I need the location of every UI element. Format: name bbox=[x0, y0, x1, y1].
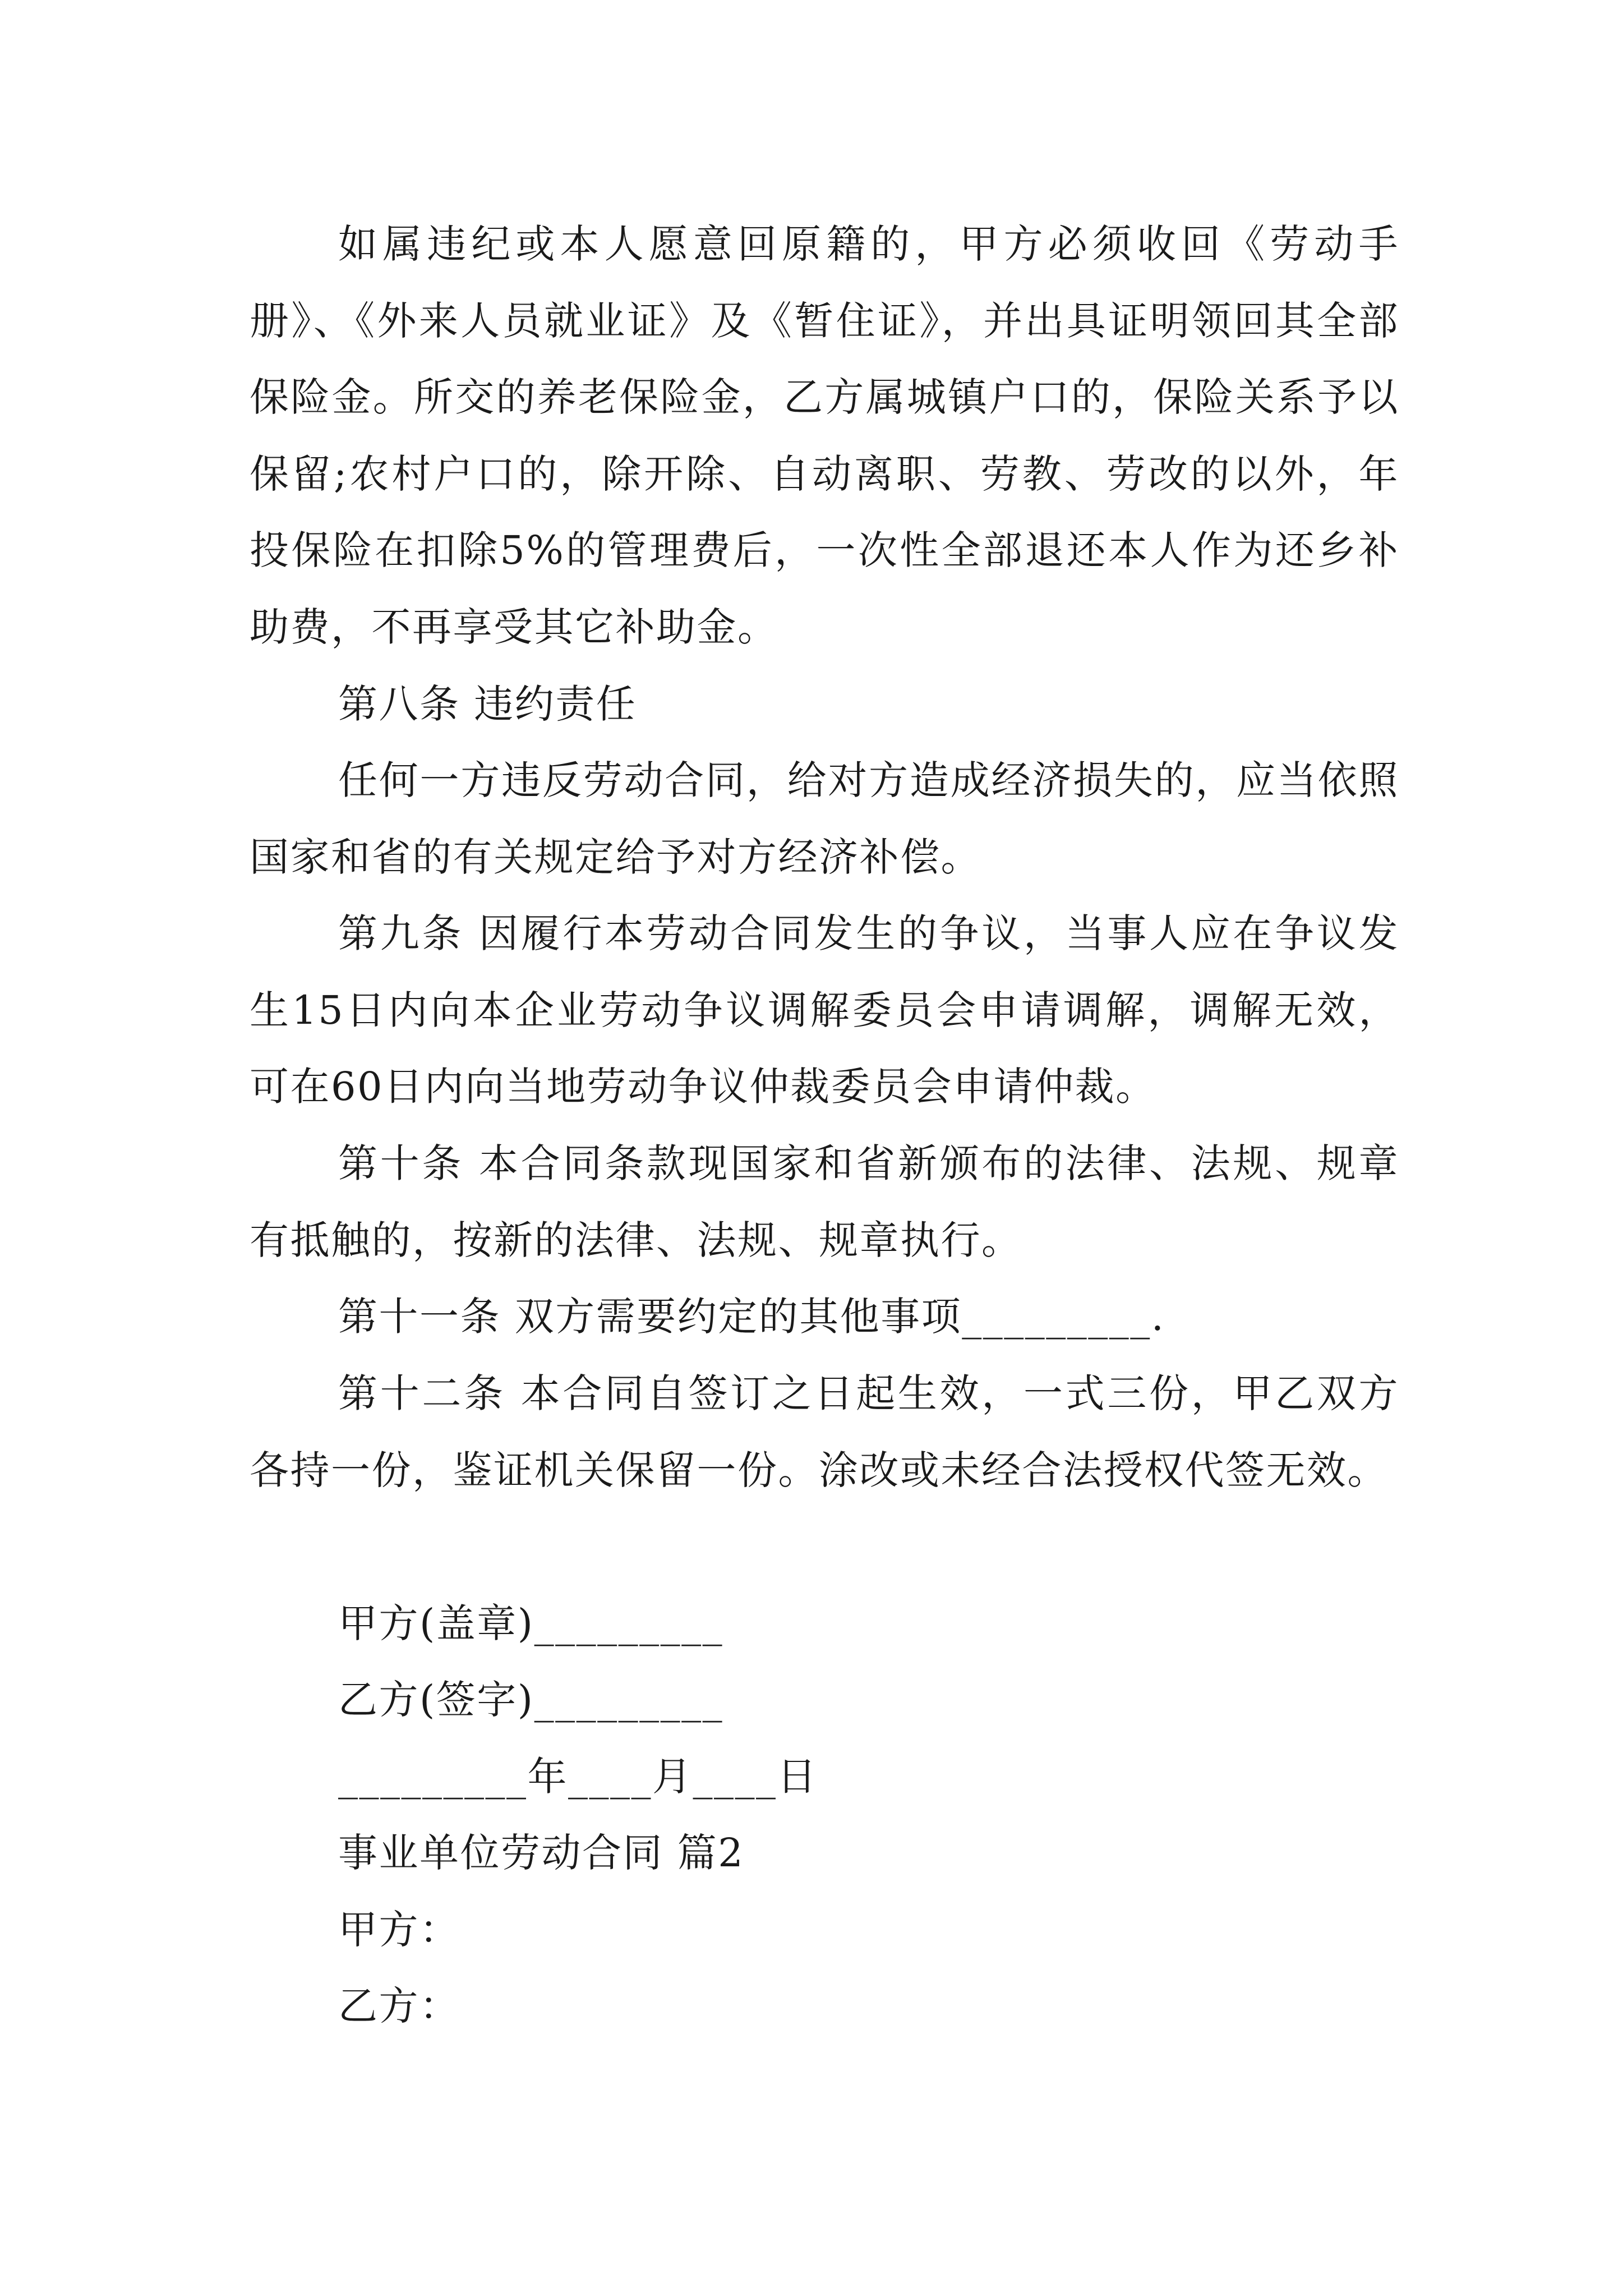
signature-party-a: 甲方(盖章)_________ bbox=[338, 1600, 724, 1646]
article-10: 第十条 本合同条款现国家和省新颁布的法律、法规、规章有抵触的，按新的法律、法规、规章执行。 bbox=[250, 1140, 1399, 1263]
signature-date: _________年____月____日 bbox=[338, 1754, 818, 1800]
signature-party-b: 乙方(签字)_________ bbox=[338, 1677, 724, 1723]
article-12: 第十二条 本合同自签订之日起生效，一式三份，甲乙双方各持一份，鉴证机关保留一份。涂改或未经合法授权代签无效。 bbox=[250, 1370, 1399, 1493]
article-8-title: 第八条 违约责任 bbox=[338, 681, 637, 727]
section-title: 事业单位劳动合同 篇2 bbox=[338, 1830, 745, 1876]
next-party-b: 乙方： bbox=[338, 1983, 460, 2029]
paragraph-insurance-refund: 如属违纪或本人愿意回原籍的，甲方必须收回《劳动手册》、《外来人员就业证》及《暂住证》，并出具证明领回其全部保险金。所交的养老保险金，乙方属城镇户口的，保险关系予以保留;农村户口的，除开除、自动离职、劳教、劳改的以外，年投保险在扣除5%的管理费后，一次性全部退还本人作为还乡补助费，不再享受其它补助金。 bbox=[250, 221, 1399, 650]
article-9: 第九条 因履行本劳动合同发生的争议，当事人应在争议发生15日内向本企业劳动争议调解委员会申请调解，调解无效，可在60日内向当地劳动争议仲裁委员会申请仲裁。 bbox=[250, 910, 1399, 1110]
article-8-body: 任何一方违反劳动合同，给对方造成经济损失的，应当依照国家和省的有关规定给予对方经济补偿。 bbox=[250, 757, 1399, 880]
next-party-a: 甲方： bbox=[338, 1907, 460, 1953]
article-11: 第十一条 双方需要约定的其他事项_________. bbox=[338, 1294, 1165, 1340]
